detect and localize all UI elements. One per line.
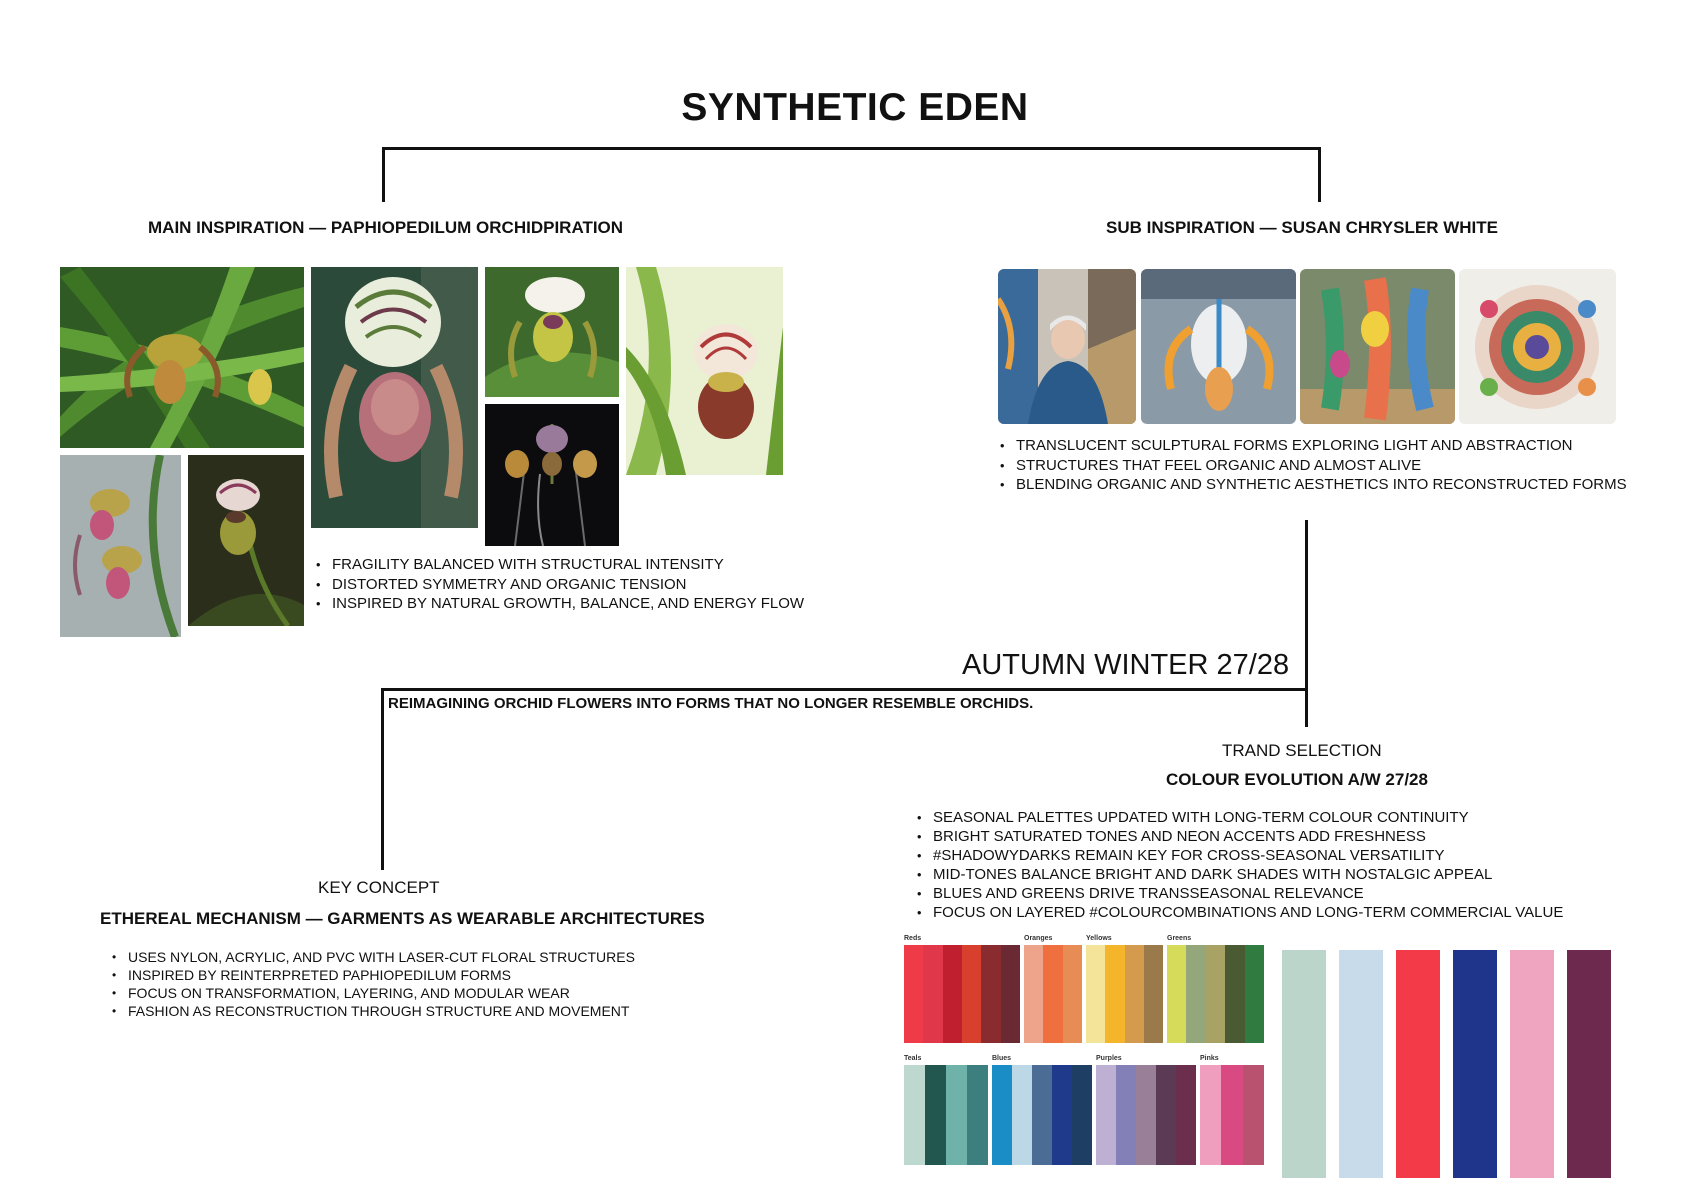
colour-swatch: [1200, 1065, 1221, 1165]
main-inspiration-title: MAIN INSPIRATION — PAPHIOPEDILUM ORCHIDPIRATION: [148, 218, 624, 237]
colour-swatch: [1243, 1065, 1264, 1165]
colour-swatch: [1221, 1065, 1242, 1165]
colour-swatch: [923, 945, 942, 1043]
swatch-group-label: Teals: [904, 1055, 922, 1062]
trend-label: TRAND SELECTION: [1222, 741, 1382, 760]
swatch-group-label: Blues: [992, 1055, 1012, 1062]
key-concept-label: KEY CONCEPT: [318, 878, 440, 897]
swatch-group: [1096, 1065, 1196, 1165]
key-colour-swatch: [1282, 950, 1326, 1178]
season-statement: REIMAGINING ORCHID FLOWERS INTO FORMS THAT NO LONGER RESEMBLE ORCHIDS.: [388, 695, 1034, 712]
sub-bullet: • BLENDING ORGANIC AND SYNTHETIC AESTHETICS INTO RECONSTRUCTED FORMS: [998, 475, 1627, 495]
colour-swatch: [1063, 945, 1082, 1043]
swatch-group: [1167, 945, 1264, 1043]
trend-bullet: • BLUES AND GREENS DRIVE TRANSSEASONAL RELEVANCE: [915, 884, 1563, 903]
swatch-group: [1024, 945, 1082, 1043]
colour-swatch: [1086, 945, 1105, 1043]
main-bullet: • FRAGILITY BALANCED WITH STRUCTURAL INTENSITY: [314, 555, 804, 575]
swatch-group: [904, 1065, 988, 1165]
swatch-group: [904, 945, 1020, 1043]
page-title: SYNTHETIC EDEN: [681, 86, 1029, 129]
key-concept-bullets: [110, 948, 635, 1020]
artist-portrait-photo: [998, 269, 1136, 424]
colour-swatch: [1156, 1065, 1176, 1165]
key-bullet: • USES NYLON, ACRYLIC, AND PVC WITH LASER-CUT FLORAL STRUCTURES: [110, 948, 635, 966]
colour-swatch: [1024, 945, 1043, 1043]
colour-swatch: [1136, 1065, 1156, 1165]
colour-swatch: [981, 945, 1000, 1043]
connector-vertical-left: [381, 688, 384, 870]
colour-swatch: [1167, 945, 1186, 1043]
sub-bullet: • STRUCTURES THAT FEEL ORGANIC AND ALMOST ALIVE: [998, 456, 1627, 476]
trend-bullet: • SEASONAL PALETTES UPDATED WITH LONG-TERM COLOUR CONTINUITY: [915, 808, 1563, 827]
colour-swatch: [1206, 945, 1225, 1043]
season-title: AUTUMN WINTER 27/28: [962, 649, 1290, 681]
swatch-group: [1086, 945, 1163, 1043]
key-colour-swatch: [1453, 950, 1497, 1178]
sculpture-photo-mandala: [1459, 269, 1616, 424]
colour-swatch: [1144, 945, 1163, 1043]
colour-swatch: [946, 1065, 967, 1165]
key-bullet: • FOCUS ON TRANSFORMATION, LAYERING, AND MODULAR WEAR: [110, 984, 635, 1002]
trend-bullet: • #SHADOWYDARKS REMAIN KEY FOR CROSS-SEASONAL VERSATILITY: [915, 846, 1563, 865]
sculpture-photo-colourful: [1300, 269, 1455, 424]
colour-swatch: [904, 945, 923, 1043]
orchid-photo-striped: [626, 267, 783, 475]
colour-swatch: [1245, 945, 1264, 1043]
swatch-group-label: Yellows: [1086, 935, 1112, 942]
key-bullet: • FASHION AS RECONSTRUCTION THROUGH STRUCTURE AND MOVEMENT: [110, 1002, 635, 1020]
colour-swatch: [1125, 945, 1144, 1043]
swatch-group-label: Reds: [904, 935, 922, 942]
sub-inspiration-bullets: [998, 436, 1627, 495]
key-colour-swatch: [1567, 950, 1611, 1178]
swatch-group-label: Pinks: [1200, 1055, 1219, 1062]
colour-swatch: [1043, 945, 1062, 1043]
colour-swatch: [967, 1065, 988, 1165]
swatch-group: [1200, 1065, 1264, 1165]
sculpture-photo-suspended: [1141, 269, 1296, 424]
orchid-photo-leaves: [60, 267, 304, 448]
colour-swatch: [925, 1065, 946, 1165]
colour-swatch: [1072, 1065, 1092, 1165]
colour-swatch: [1001, 945, 1020, 1043]
trend-bullet: • BRIGHT SATURATED TONES AND NEON ACCENTS ADD FRESHNESS: [915, 827, 1563, 846]
key-concept-title: ETHEREAL MECHANISM — GARMENTS AS WEARABLE ARCHITECTURES: [100, 909, 705, 928]
key-colour-swatch: [1396, 950, 1440, 1178]
key-colour-swatch: [1339, 950, 1383, 1178]
bracket-top-right-leg: [1318, 147, 1321, 202]
bracket-top-horizontal: [382, 147, 1321, 150]
orchid-photo-closeup: [311, 267, 478, 528]
main-bullet: • INSPIRED BY NATURAL GROWTH, BALANCE, AND ENERGY FLOW: [314, 594, 804, 614]
trend-bullet: • FOCUS ON LAYERED #COLOURCOMBINATIONS AND LONG-TERM COMMERCIAL VALUE: [915, 903, 1563, 922]
colour-swatch: [1116, 1065, 1136, 1165]
orchid-photo-white-top: [485, 267, 619, 397]
trend-title: COLOUR EVOLUTION A/W 27/28: [1166, 770, 1428, 789]
colour-swatch: [1105, 945, 1124, 1043]
colour-swatch: [962, 945, 981, 1043]
trend-bullets: [915, 808, 1563, 922]
trend-bullet: • MID-TONES BALANCE BRIGHT AND DARK SHADES WITH NOSTALGIC APPEAL: [915, 865, 1563, 884]
key-colour-swatch: [1510, 950, 1554, 1178]
colour-swatch: [1052, 1065, 1072, 1165]
colour-swatch: [1225, 945, 1244, 1043]
sub-inspiration-title: SUB INSPIRATION — SUSAN CHRYSLER WHITE: [1106, 218, 1498, 237]
connector-horizontal-middle: [381, 688, 1308, 691]
swatch-group-label: Oranges: [1024, 935, 1053, 942]
orchid-photo-dark-bloom: [188, 455, 304, 626]
swatch-group: [992, 1065, 1092, 1165]
colour-swatch: [1096, 1065, 1116, 1165]
swatch-group-label: Purples: [1096, 1055, 1122, 1062]
colour-swatch: [992, 1065, 1012, 1165]
sub-bullet: • TRANSLUCENT SCULPTURAL FORMS EXPLORING LIGHT AND ABSTRACTION: [998, 436, 1627, 456]
connector-vertical-right: [1305, 520, 1308, 727]
orchid-photo-dark-stems: [485, 404, 619, 546]
main-bullet: • DISTORTED SYMMETRY AND ORGANIC TENSION: [314, 575, 804, 595]
orchid-photo-spotted: [60, 455, 181, 637]
colour-swatch: [943, 945, 962, 1043]
colour-swatch: [1176, 1065, 1196, 1165]
bracket-top-left-leg: [382, 147, 385, 202]
colour-swatch: [904, 1065, 925, 1165]
swatch-group-label: Greens: [1167, 935, 1192, 942]
colour-swatch: [1012, 1065, 1032, 1165]
main-inspiration-bullets: [314, 555, 804, 614]
colour-swatch: [1186, 945, 1205, 1043]
key-bullet: • INSPIRED BY REINTERPRETED PAPHIOPEDILUM FORMS: [110, 966, 635, 984]
colour-swatch: [1032, 1065, 1052, 1165]
